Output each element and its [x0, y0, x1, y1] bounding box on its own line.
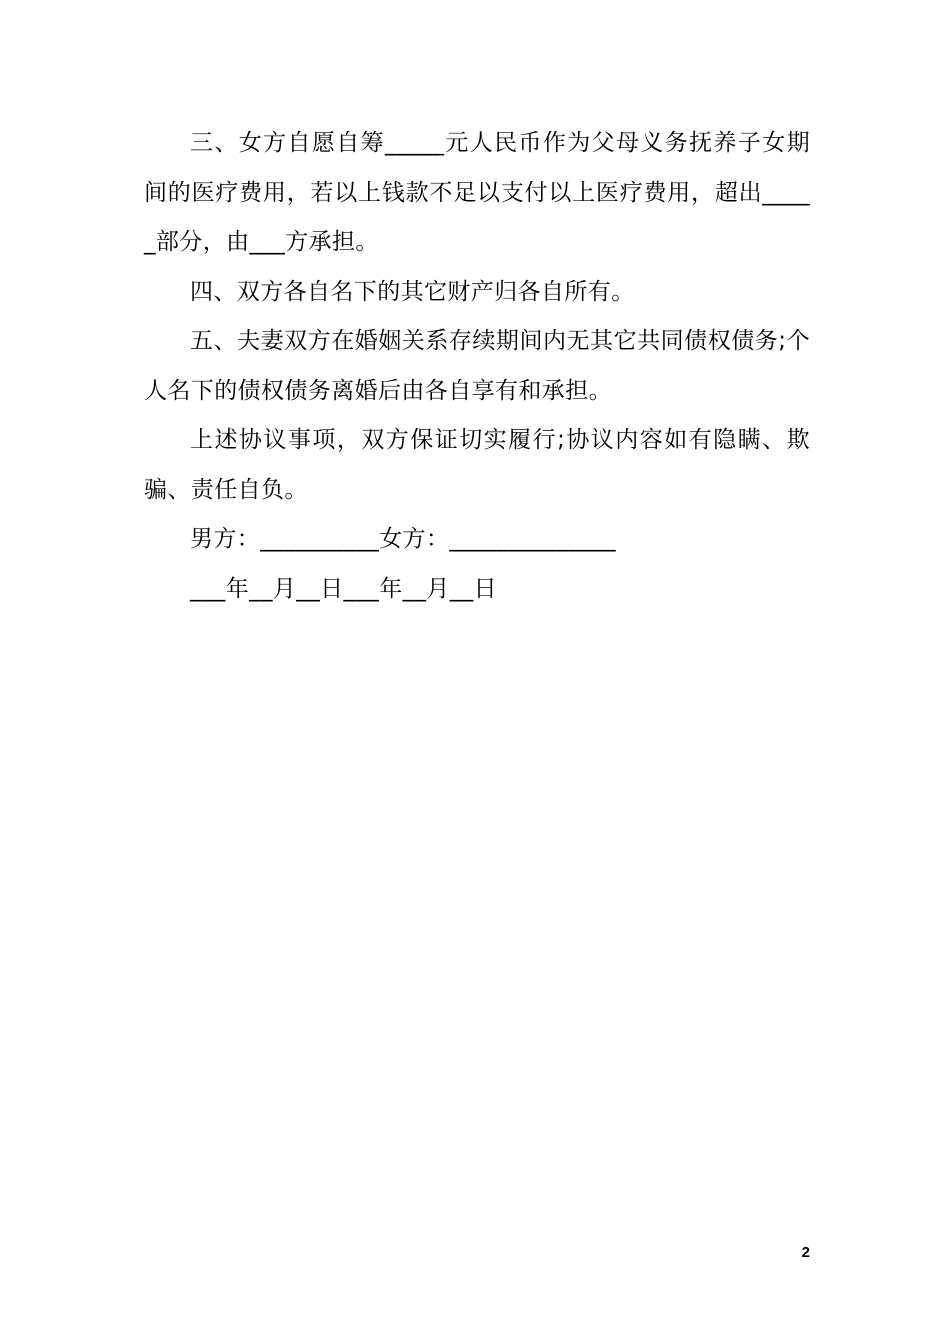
document-body [144, 119, 810, 614]
date-line: ___年__月__日___年__月__日 [190, 575, 497, 602]
signature-line: 男方：__________女方：______________ [190, 526, 616, 552]
clause-3-medical-expenses: 三、女方自愿自筹_____元人民币作为父母义务抚养子女期间的医疗费用，若以上钱款不足以支付以上医疗费用，超出_____部分，由___方承担。 [144, 130, 810, 255]
performance-guarantee: 上述协议事项，双方保证切实履行;协议内容如有隐瞒、欺骗、责任自负。 [144, 427, 810, 503]
clause-4-separate-property: 四、双方各自名下的其它财产归各自所有。 [190, 278, 635, 305]
clause-5-debts: 五、夫妻双方在婚姻关系存续期间内无其它共同债权债务;个人名下的债权债务离婚后由各自享有和承担。 [144, 328, 810, 404]
page-number: 2 [801, 1244, 810, 1261]
